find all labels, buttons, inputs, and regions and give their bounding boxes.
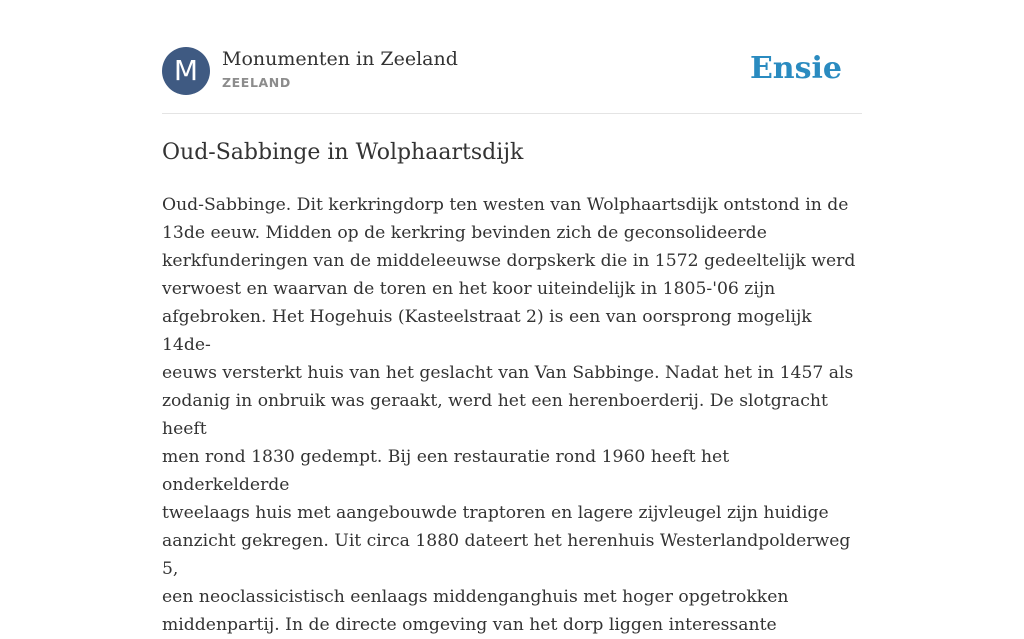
article-line: men rond 1830 gedempt. Bij een restauratie rond 1960 heeft het onderkelderde — [162, 447, 730, 495]
article-line: aanzicht gekregen. Uit circa 1880 dateert het herenhuis Westerlandpolderweg 5, — [162, 531, 851, 579]
article-line: kerkfunderingen van de middeleeuwse dorpskerk die in 1572 gedeeltelijk werd — [162, 251, 856, 271]
source-header — [162, 47, 862, 95]
source-subtitle[interactable]: ZEELAND — [222, 75, 291, 90]
article-line: 13de eeuw. Midden op de kerkring bevinden zich de geconsolideerde — [162, 223, 767, 243]
source-title[interactable]: Monumenten in Zeeland — [222, 48, 458, 70]
article-line: middenpartij. In de directe omgeving van het dorp liggen interessante — [162, 615, 777, 635]
source-avatar[interactable]: M — [162, 47, 210, 95]
header-divider — [162, 113, 862, 114]
article-title: Oud-Sabbinge in Wolphaartsdijk — [162, 140, 524, 165]
article-body — [162, 191, 862, 639]
article-line: eeuws versterkt huis van het geslacht van Van Sabbinge. Nadat het in 1457 als — [162, 363, 854, 383]
article-line: een neoclassicistisch eenlaags middenganghuis met hoger opgetrokken — [162, 587, 789, 607]
article-line: zodanig in onbruik was geraakt, werd het een herenboerderij. De slotgracht heeft — [162, 391, 828, 439]
brand-logo[interactable]: Ensie — [749, 51, 842, 86]
article-line: tweelaags huis met aangebouwde traptoren en lagere zijvleugel zijn huidige — [162, 503, 829, 523]
article-line: Oud-Sabbinge. Dit kerkringdorp ten westen van Wolphaartsdijk ontstond in de — [162, 195, 849, 215]
article-line: verwoest en waarvan de toren en het koor uiteindelijk in 1805-'06 zijn — [162, 279, 776, 299]
article-line: afgebroken. Het Hogehuis (Kasteelstraat 2) is een van oorsprong mogelijk 14de- — [162, 307, 812, 355]
